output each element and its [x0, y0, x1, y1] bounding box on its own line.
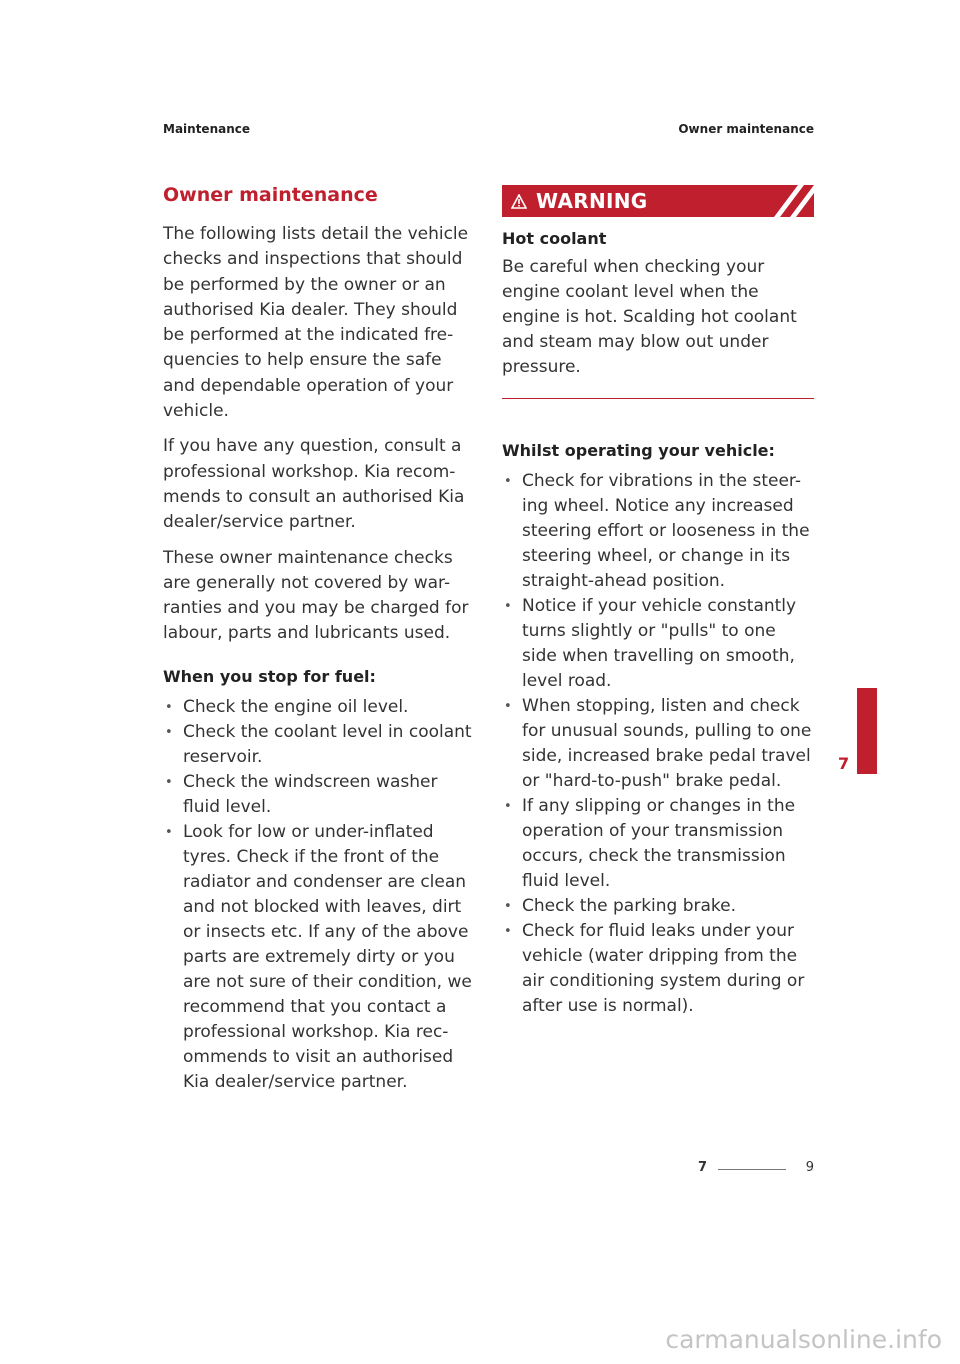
warning-divider [502, 398, 814, 399]
list-item: • If any slipping or changes in the operation of your transmission occurs, check the transmission fluid level. [502, 794, 814, 894]
chapter-tab [857, 688, 877, 774]
warranty-paragraph: These owner maintenance checks are generally not covered by war- ranties and you may be charged for labour, parts and lubricants used. [163, 547, 469, 644]
watermark: carmanualsonline.info [665, 1325, 942, 1354]
fuel-checklist [163, 695, 475, 1095]
list-item: • Check the parking brake. [502, 894, 814, 919]
warning-stripes-icon [754, 185, 814, 217]
warning-heading: Hot coolant [502, 229, 607, 248]
left-column [163, 180, 475, 1095]
list-item: • Check for vibrations in the steer- ing wheel. Notice any increased steering effort or looseness in the steering wheel, or change in its straight-ahead position. [502, 469, 814, 594]
operating-heading: Whilst operating your vehicle: [502, 441, 775, 460]
list-item: • Check the engine oil level. [163, 695, 475, 720]
warning-label: WARNING [536, 189, 648, 213]
list-item: • Look for low or under-inflated tyres. Check if the front of the radiator and condenser are clean and not blocked with leaves, dirt or insects etc. If any of the above parts are extremely dirty or you are not sure of their condition, we recommend that you contact a professional workshop. Kia rec- ommends to visit an authorised Kia dealer/service partner. [163, 820, 475, 1095]
chapter-tab-number: 7 [838, 754, 850, 773]
consult-paragraph: If you have any question, consult a professional workshop. Kia recom- mends to consult an authorised Kia dealer/service partner. [163, 436, 465, 533]
intro-paragraph: The following lists detail the vehicle checks and inspections that should be performed by the owner or an authorised Kia dealer. They should be performed at the indicated fre- quencies to help ensure the safe and dependable operation of your vehicle. [163, 224, 469, 422]
warning-text: Be careful when checking your engine coolant level when the engine is hot. Scalding hot coolant and steam may blow out under pressure. [502, 257, 797, 377]
list-item: • Check for fluid leaks under your vehicle (water dripping from the air conditioning system during or after use is normal). [502, 919, 814, 1019]
right-column [502, 180, 814, 1019]
list-item: • Check the coolant level in coolant reservoir. [163, 720, 475, 770]
list-item: • Check the windscreen washer fluid level. [163, 770, 475, 820]
page-number: 9 [805, 1160, 814, 1175]
footer-divider [718, 1169, 786, 1170]
running-header-section: Maintenance [163, 122, 251, 136]
operating-checklist [502, 469, 814, 1019]
footer-chapter: 7 [698, 1160, 708, 1175]
warning-banner [502, 185, 814, 217]
running-header-topic: Owner maintenance [678, 122, 814, 136]
section-title: Owner maintenance [163, 184, 378, 206]
list-item: • Notice if your vehicle constantly turns slightly or "pulls" to one side when travelling on smooth, level road. [502, 594, 814, 694]
fuel-heading: When you stop for fuel: [163, 666, 376, 686]
page-footer [690, 1160, 814, 1178]
list-item: • When stopping, listen and check for unusual sounds, pulling to one side, increased brake pedal travel or "hard-to-push" brake pedal. [502, 694, 814, 794]
warning-triangle-icon [504, 185, 534, 217]
